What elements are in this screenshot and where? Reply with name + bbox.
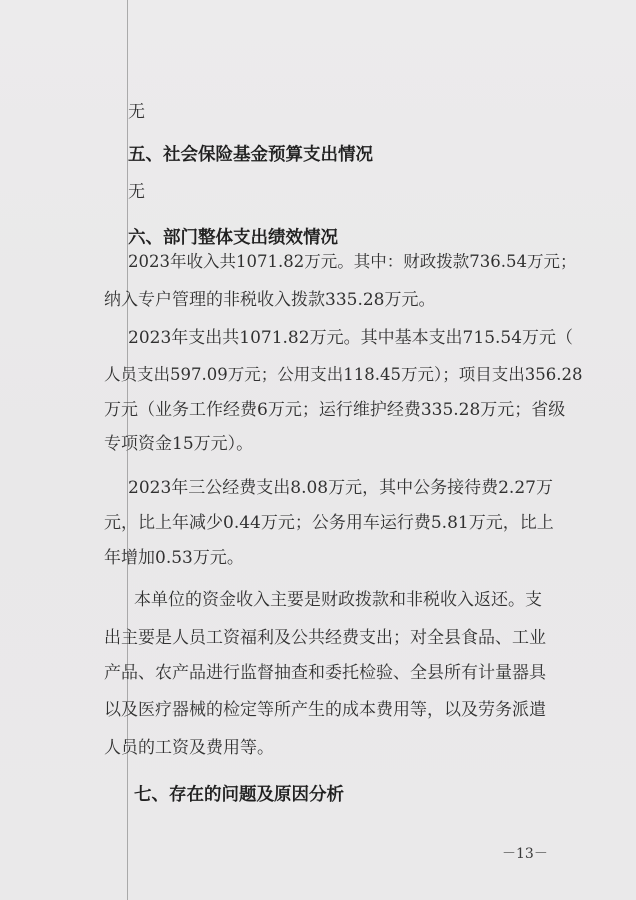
section-heading-5: 五、社会保险基金预算支出情况	[128, 145, 373, 165]
paragraph-three-public-line-2: 元，比上年减少0.44万元；公务用车运行费5.81万元，比上	[104, 513, 554, 533]
paragraph-expense-line-2: 人员支出597.09万元；公用支出118.45万元）；项目支出356.28	[104, 365, 583, 384]
paragraph-three-public-line-3: 年增加0.53万元。	[104, 548, 244, 568]
paragraph-funding-line-2: 出主要是人员工资福利及公共经费支出；对全县食品、工业	[104, 628, 546, 648]
text-line-none-2: 无	[128, 182, 145, 202]
paragraph-expense-line-1: 2023年支出共1071.82万元。其中基本支出715.54万元（	[128, 328, 574, 348]
paragraph-funding-line-1: 本单位的资金收入主要是财政拨款和非税收入返还。支	[134, 590, 542, 610]
text-line-none-1: 无	[128, 102, 145, 122]
paragraph-funding-line-3: 产品、农产品进行监督抽查和委托检验、全县所有计量器具	[104, 663, 546, 683]
paragraph-funding-line-4: 以及医疗器械的检定等所产生的成本费用等，以及劳务派遣	[104, 700, 546, 720]
paragraph-income-line-1: 2023年收入共1071.82万元。其中：财政拨款736.54万元；	[128, 252, 577, 271]
paragraph-expense-line-3: 万元（业务工作经费6万元；运行维护经费335.28万元；省级	[104, 400, 566, 420]
paragraph-three-public-line-1: 2023年三公经费支出8.08万元，其中公务接待费2.27万	[128, 478, 553, 498]
page-number: －13－	[502, 846, 548, 862]
section-heading-7: 七、存在的问题及原因分析	[134, 785, 344, 805]
section-heading-6: 六、部门整体支出绩效情况	[128, 228, 338, 248]
paragraph-income-line-2: 纳入专户管理的非税收入拨款335.28万元。	[104, 290, 436, 310]
paragraph-expense-line-4: 专项资金15万元）。	[104, 434, 254, 454]
paragraph-funding-line-5: 人员的工资及费用等。	[104, 738, 274, 758]
